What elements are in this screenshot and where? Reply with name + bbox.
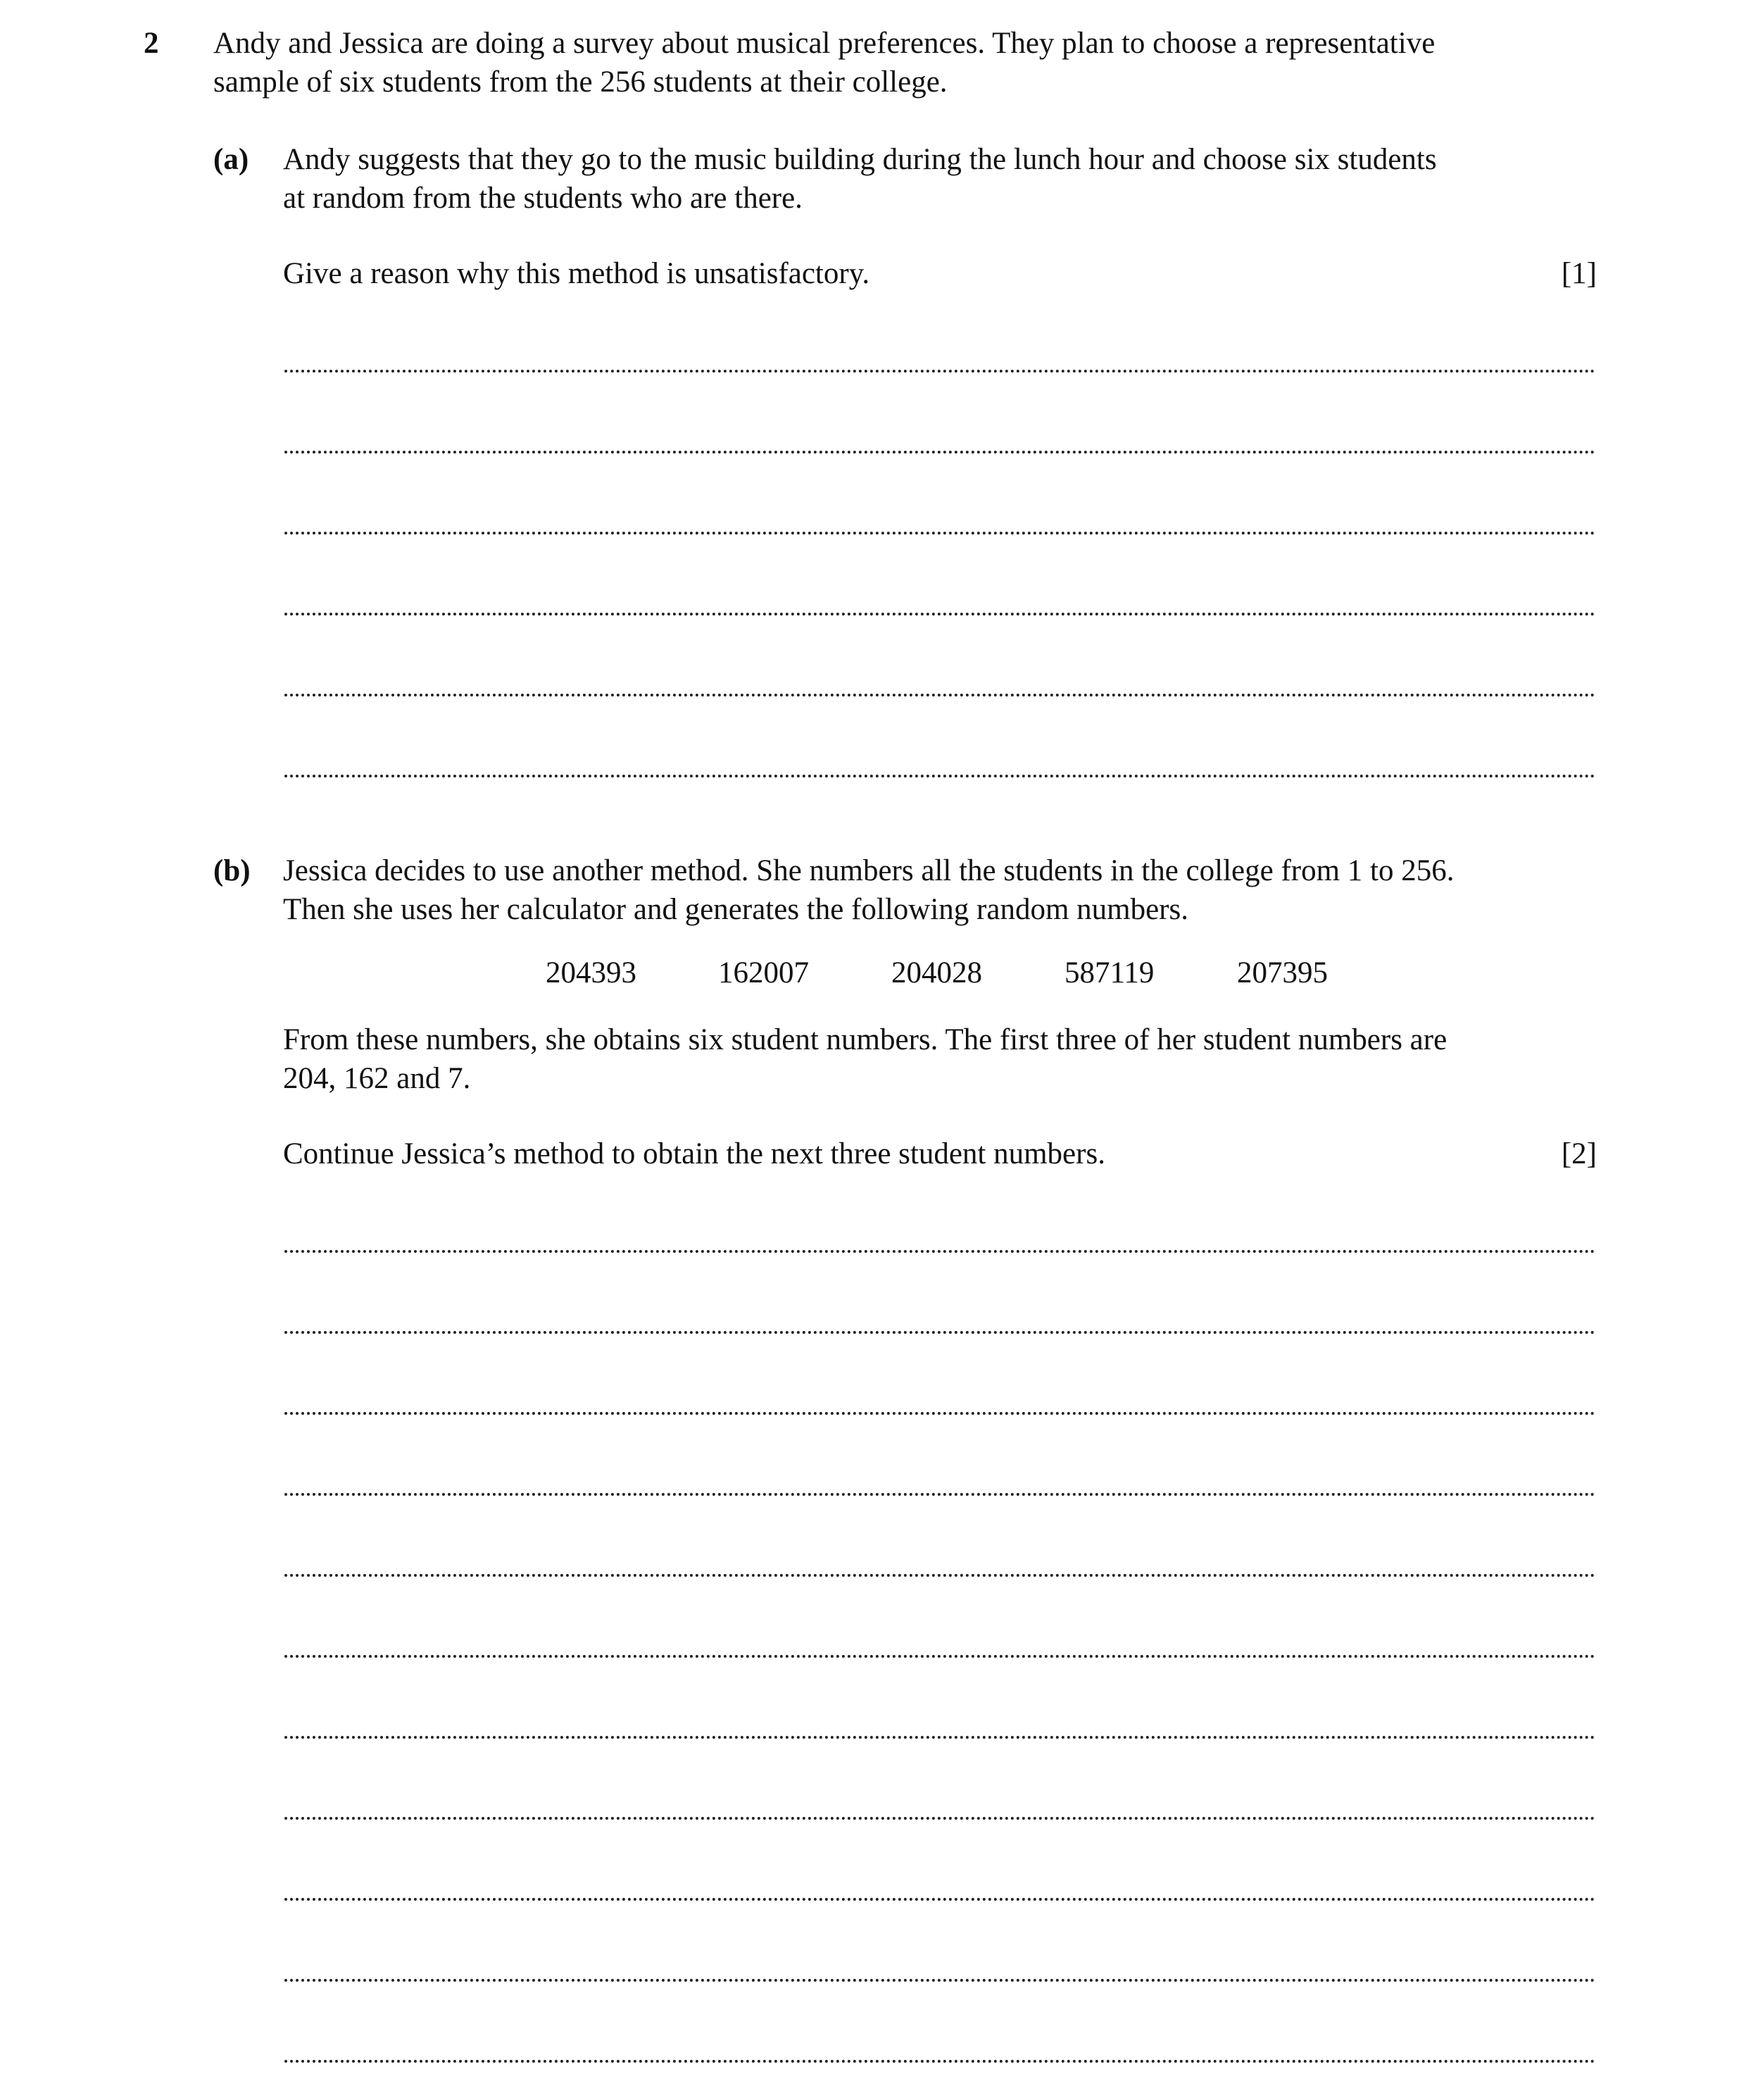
- part-a-label: (a): [213, 143, 249, 176]
- random-number: 204028: [891, 956, 982, 989]
- answer-line-b[interactable]: [284, 1898, 1595, 1901]
- part-b-marks: [2]: [1561, 1137, 1597, 1170]
- part-b-follow-line-1: From these numbers, she obtains six student numbers. The first three of her student numbers are: [283, 1023, 1447, 1056]
- random-number: 207395: [1237, 956, 1328, 989]
- random-number: 204393: [546, 956, 636, 989]
- part-a-line-1: Andy suggests that they go to the music building during the lunch hour and choose six students: [283, 143, 1437, 176]
- answer-line-b[interactable]: [284, 1250, 1595, 1253]
- answer-line-b[interactable]: [284, 1655, 1595, 1658]
- part-b-line-2: Then she uses her calculator and generates the following random numbers.: [283, 893, 1188, 926]
- part-a-instruction: Give a reason why this method is unsatisfactory.: [283, 257, 870, 290]
- answer-line-a[interactable]: [284, 451, 1595, 454]
- answer-line-a[interactable]: [284, 775, 1595, 777]
- part-a-marks: [1]: [1561, 257, 1597, 290]
- answer-line-a[interactable]: [284, 694, 1595, 696]
- answer-line-a[interactable]: [284, 613, 1595, 615]
- part-b-follow-line-2: 204, 162 and 7.: [283, 1062, 471, 1095]
- answer-line-a[interactable]: [284, 370, 1595, 373]
- answer-line-b[interactable]: [284, 2060, 1595, 2063]
- answer-line-b[interactable]: [284, 1493, 1595, 1496]
- part-a-line-2: at random from the students who are there.: [283, 182, 803, 215]
- answer-line-b[interactable]: [284, 1736, 1595, 1739]
- random-number: 587119: [1064, 956, 1155, 989]
- answer-line-b[interactable]: [284, 1331, 1595, 1334]
- question-intro-line-1: Andy and Jessica are doing a survey about musical preferences. They plan to choose a representative: [213, 27, 1436, 60]
- answer-line-b[interactable]: [284, 1574, 1595, 1577]
- question-number: 2: [144, 27, 159, 60]
- answer-line-b[interactable]: [284, 1817, 1595, 1820]
- part-b-line-1: Jessica decides to use another method. She numbers all the students in the college from 1 to 256.: [283, 854, 1455, 887]
- part-b-label: (b): [213, 854, 251, 887]
- question-intro-line-2: sample of six students from the 256 students at their college.: [213, 65, 948, 99]
- answer-line-b[interactable]: [284, 1412, 1595, 1415]
- answer-line-a[interactable]: [284, 532, 1595, 535]
- random-number: 162007: [718, 956, 809, 989]
- part-b-instruction: Continue Jessica’s method to obtain the next three student numbers.: [283, 1137, 1105, 1170]
- answer-line-b[interactable]: [284, 1979, 1595, 1982]
